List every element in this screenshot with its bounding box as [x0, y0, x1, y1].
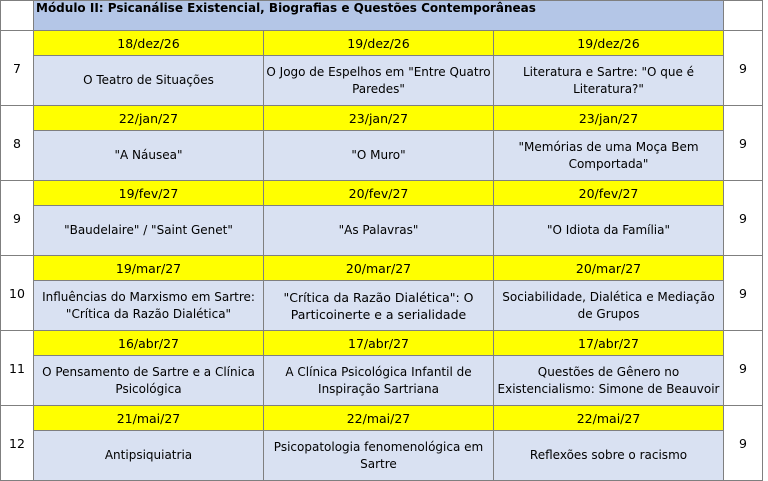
date-row	[1, 31, 763, 56]
date-cell[interactable]: 16/abr/27	[34, 331, 264, 356]
topic-cell[interactable]: O Teatro de Situações	[34, 56, 264, 106]
topic-cell[interactable]: Antipsiquiatria	[34, 431, 264, 481]
topic-row	[1, 131, 763, 181]
date-cell[interactable]: 22/mai/27	[264, 406, 494, 431]
date-cell[interactable]: 20/mar/27	[264, 256, 494, 281]
topic-cell[interactable]: Influências do Marxismo em Sartre: "Crítica da Razão Dialética"	[34, 281, 264, 331]
topic-row	[1, 281, 763, 331]
class-number-cell[interactable]: 12	[1, 406, 34, 481]
date-cell[interactable]: 20/fev/27	[494, 181, 724, 206]
topic-row	[1, 56, 763, 106]
date-row	[1, 256, 763, 281]
date-cell[interactable]: 19/dez/26	[264, 31, 494, 56]
date-cell[interactable]: 21/mai/27	[34, 406, 264, 431]
date-row	[1, 331, 763, 356]
date-cell[interactable]: 18/dez/26	[34, 31, 264, 56]
topic-cell[interactable]: "Baudelaire" / "Saint Genet"	[34, 206, 264, 256]
date-row	[1, 406, 763, 431]
module-header-row	[1, 1, 763, 31]
date-cell[interactable]: 20/mar/27	[494, 256, 724, 281]
topic-cell[interactable]: Literatura e Sartre: "O que é Literatura?"	[494, 56, 724, 106]
hours-cell[interactable]: 9	[724, 331, 763, 406]
date-cell[interactable]: 17/abr/27	[264, 331, 494, 356]
date-cell[interactable]: 23/jan/27	[264, 106, 494, 131]
topic-row	[1, 356, 763, 406]
topic-cell[interactable]: A Clínica Psicológica Infantil de Inspiração Sartriana	[264, 356, 494, 406]
date-row	[1, 181, 763, 206]
topic-cell[interactable]: "Memórias de uma Moça Bem Comportada"	[494, 131, 724, 181]
topic-cell[interactable]: Sociabilidade, Dialética e Mediação de Grupos	[494, 281, 724, 331]
class-number-cell[interactable]: 11	[1, 331, 34, 406]
date-cell[interactable]: 22/mai/27	[494, 406, 724, 431]
topic-cell[interactable]: "As Palavras"	[264, 206, 494, 256]
topic-cell[interactable]: O Pensamento de Sartre e a Clínica Psicológica	[34, 356, 264, 406]
topic-cell[interactable]: O Jogo de Espelhos em "Entre Quatro Paredes"	[264, 56, 494, 106]
blank-cell[interactable]	[724, 1, 763, 31]
blank-cell[interactable]	[1, 1, 34, 31]
topic-cell[interactable]: Reflexões sobre o racismo	[494, 431, 724, 481]
topic-cell[interactable]: Questões de Gênero no Existencialismo: Simone de Beauvoir	[494, 356, 724, 406]
class-number-cell[interactable]: 9	[1, 181, 34, 256]
hours-cell[interactable]: 9	[724, 106, 763, 181]
module-title[interactable]: Módulo II: Psicanálise Existencial, Biografias e Questões Contemporâneas	[34, 1, 724, 31]
topic-cell[interactable]: "O Muro"	[264, 131, 494, 181]
hours-cell[interactable]: 9	[724, 406, 763, 481]
hours-cell[interactable]: 9	[724, 256, 763, 331]
date-row	[1, 106, 763, 131]
topic-row	[1, 431, 763, 481]
topic-row	[1, 206, 763, 256]
topic-cell[interactable]: "O Idiota da Família"	[494, 206, 724, 256]
hours-cell[interactable]: 9	[724, 31, 763, 106]
hours-cell[interactable]: 9	[724, 181, 763, 256]
class-number-cell[interactable]: 8	[1, 106, 34, 181]
date-cell[interactable]: 22/jan/27	[34, 106, 264, 131]
date-cell[interactable]: 17/abr/27	[494, 331, 724, 356]
date-cell[interactable]: 19/mar/27	[34, 256, 264, 281]
topic-cell[interactable]: "A Náusea"	[34, 131, 264, 181]
date-cell[interactable]: 20/fev/27	[264, 181, 494, 206]
date-cell[interactable]: 19/dez/26	[494, 31, 724, 56]
class-number-cell[interactable]: 7	[1, 31, 34, 106]
topic-cell[interactable]: Psicopatologia fenomenológica em Sartre	[264, 431, 494, 481]
date-cell[interactable]: 19/fev/27	[34, 181, 264, 206]
date-cell[interactable]: 23/jan/27	[494, 106, 724, 131]
class-number-cell[interactable]: 10	[1, 256, 34, 331]
topic-cell[interactable]: "Crítica da Razão Dialética": O Particoinerte e a serialidade	[264, 281, 494, 331]
